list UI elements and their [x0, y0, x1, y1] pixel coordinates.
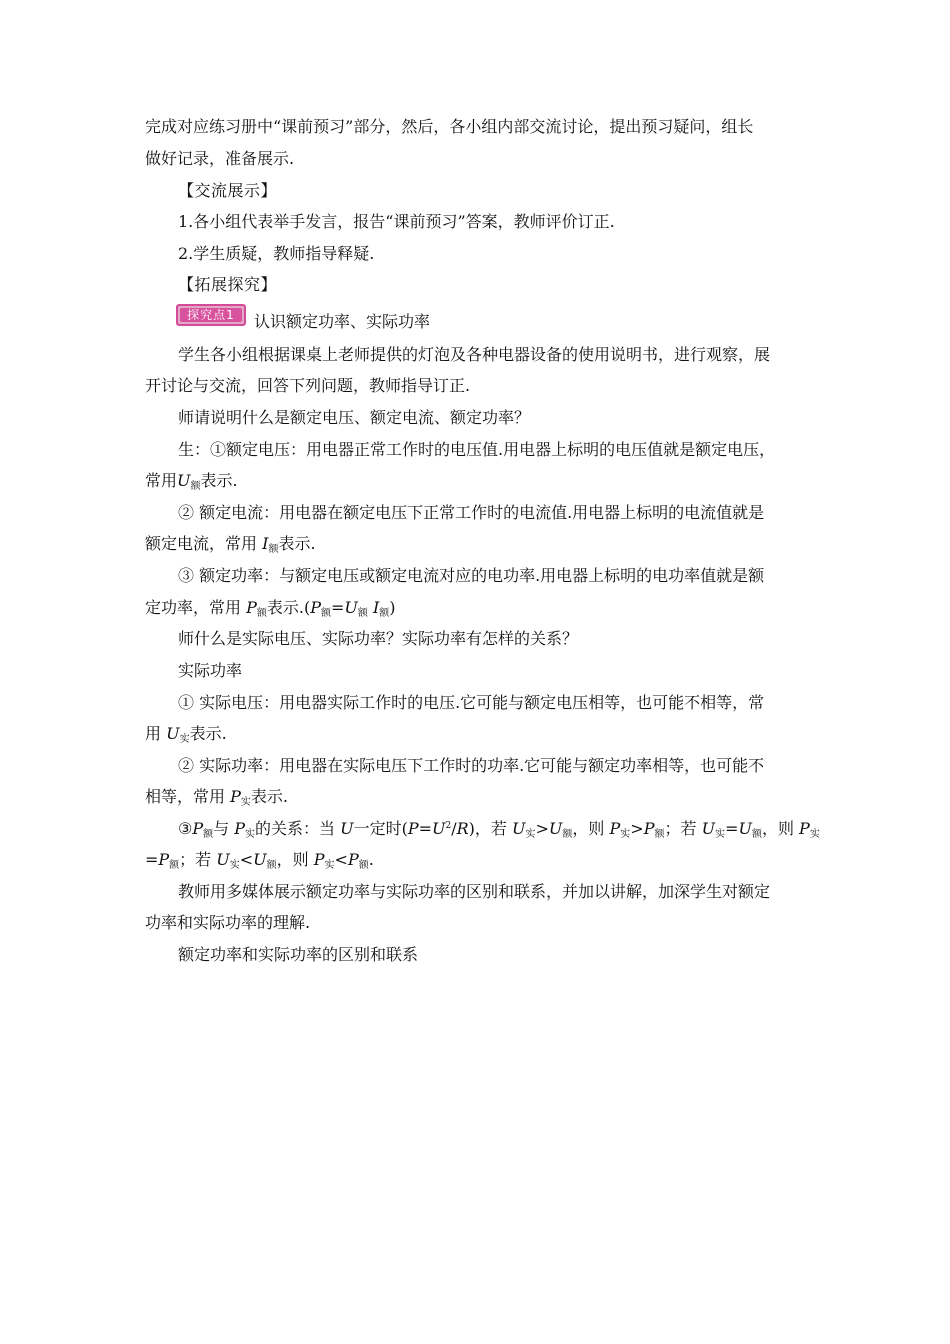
explore-point-badge	[176, 304, 246, 326]
answer-rated-power-line-2: 定功率，常用 $P_额$表示$.(P_额=U_额$ $I_额$)	[145, 598, 396, 619]
question-rated: 师请说明什么是额定电压、额定电流、额定功率？	[178, 408, 531, 427]
answer-rated-current-line-2: 额定电流，常用 $I_额$表示.	[145, 534, 316, 555]
intro-line-1: 学生各小组根据课桌上老师提供的灯泡及各种电器设备的使用说明书，进行观察，展	[178, 345, 771, 364]
teacher-line-2: 功率和实际功率的理解.	[145, 913, 311, 932]
answer-actual-voltage-line-1: ① 实际电压：用电器实际工作时的电压.它可能与额定电压相等，也可能不相等，常	[178, 693, 765, 712]
answer-rated-power-line-1: ③ 额定功率：与额定电压或额定电流对应的电功率.用电器上标明的电功率值就是额	[178, 566, 765, 585]
prep-line-1: 完成对应练习册中“课前预习”部分，然后，各小组内部交流讨论，提出预习疑问，组长	[145, 117, 754, 136]
question-actual: 师什么是实际电压、实际功率？实际功率有怎样的关系？	[178, 629, 579, 648]
exchange-item-1: 1.各小组代表举手发言，报告“课前预习”答案，教师评价订正.	[178, 212, 615, 231]
answer-rated-voltage-line-2: 常用$U_额$表示.	[145, 471, 238, 492]
actual-power-heading: 实际功率	[178, 661, 243, 680]
explore-point-title: 认识额定功率、实际功率	[254, 312, 431, 331]
prep-line-2: 做好记录，准备展示.	[145, 149, 295, 168]
answer-rated-current-line-1: ② 额定电流：用电器在额定电压下正常工作时的电流值.用电器上标明的电流值就是	[178, 503, 765, 522]
relation-line-1: $③P_额$与 $P_实$的关系：当 U一定时$(P=U^2/R)$，若 $U_实>U_额$，则 $P_实>P_额$；若 $U_实=U_额$，则 $P_实$	[178, 819, 820, 840]
teacher-line-1: 教师用多媒体展示额定功率与实际功率的区别和联系，并加以讲解，加深学生对额定	[178, 882, 771, 901]
answer-rated-voltage-line-1: 生：①额定电压：用电器正常工作时的电压值.用电器上标明的电压值就是额定电压，	[178, 440, 776, 459]
answer-actual-power-line-2: 相等，常用 $P_实$表示.	[145, 787, 288, 808]
intro-line-2: 开讨论与交流，回答下列问题，教师指导订正.	[145, 376, 471, 395]
answer-actual-power-line-1: ② 实际功率：用电器在实际电压下工作时的功率.它可能与额定功率相等，也可能不	[178, 756, 765, 775]
exchange-heading: 【交流展示】	[178, 181, 278, 200]
extend-heading: 【拓展探究】	[178, 275, 278, 294]
answer-actual-voltage-line-2: 用 $U_实$表示.	[145, 724, 227, 745]
difference-heading: 额定功率和实际功率的区别和联系	[178, 945, 419, 964]
explore-point-badge-label: 探究点1	[180, 308, 242, 322]
exchange-item-2: 2.学生质疑，教师指导释疑.	[178, 244, 375, 263]
relation-line-2: $=P_额$；若 $U_实<U_额$，则 $P_实<P_额$.	[145, 850, 374, 871]
